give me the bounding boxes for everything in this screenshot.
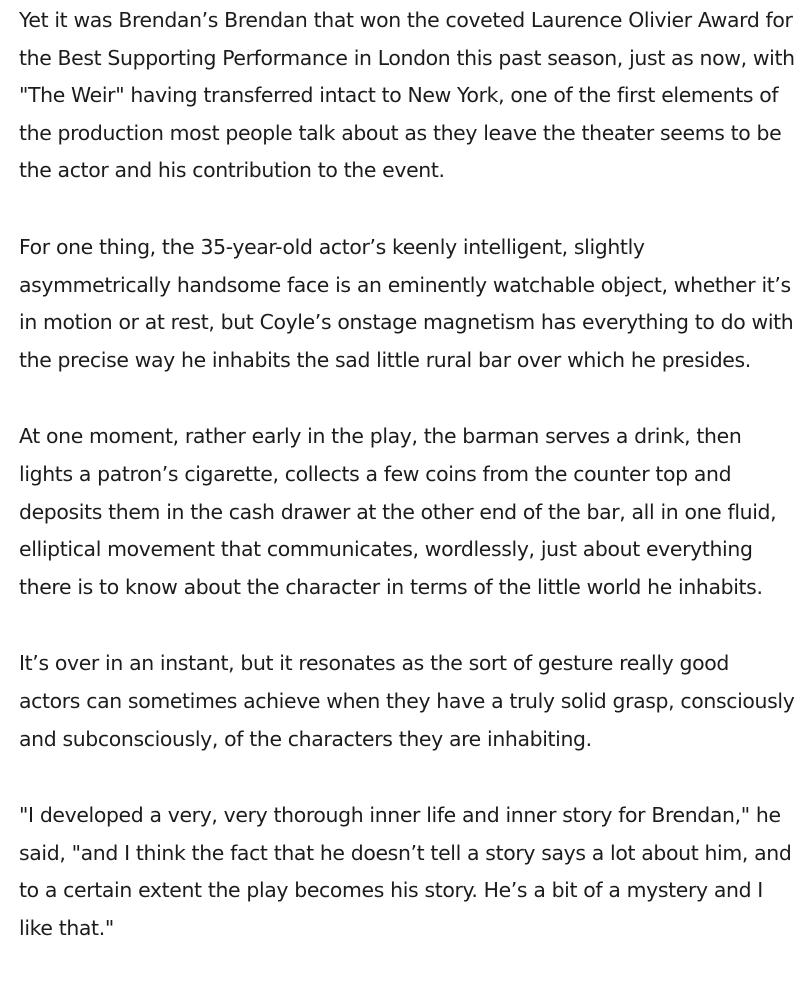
article-paragraph: "I developed a very, very thorough inner life and inner story for Brendan," he said, "and I think the fact that he doesn’t tell a story says a lot about him, and to a certain extent the play becomes his story. He’s a bit of a mystery and I like that." (19, 803, 792, 940)
article-paragraph: For one thing, the 35-year-old actor’s keenly intelligent, slightly asymmetrically handsome face is an eminently watchable object, whether it’s in motion or at rest, but Coyle’s onstage magnetism has everything to do with the precise way he inhabits the sad little rural bar over which he presides. (19, 234, 794, 372)
article-paragraph: At one moment, rather early in the play, the barman serves a drink, then lights a patron’s cigarette, collects a few coins from the counter top and deposits them in the cash drawer at the other end of the bar, all in one fluid, elliptical movement that communicates, wordlessly, just about everything there is to know about the character in terms of the little world he inhabits. (19, 424, 777, 599)
article-paragraph: Yet it was Brendan’s Brendan that won the coveted Laurence Olivier Award for the Best Supporting Performance in London this past season, just as now, with "The Weir" having transferred intact to New York, one of the first elements of the production most people talk about as they leave the theater seems to be the actor and his contribution to the event. (19, 8, 795, 183)
article-paragraph: It’s over in an instant, but it resonates as the sort of gesture really good actors can sometimes achieve when they have a truly solid grasp, consciously and subconsciously, of the characters they are inhabiting. (19, 651, 795, 751)
